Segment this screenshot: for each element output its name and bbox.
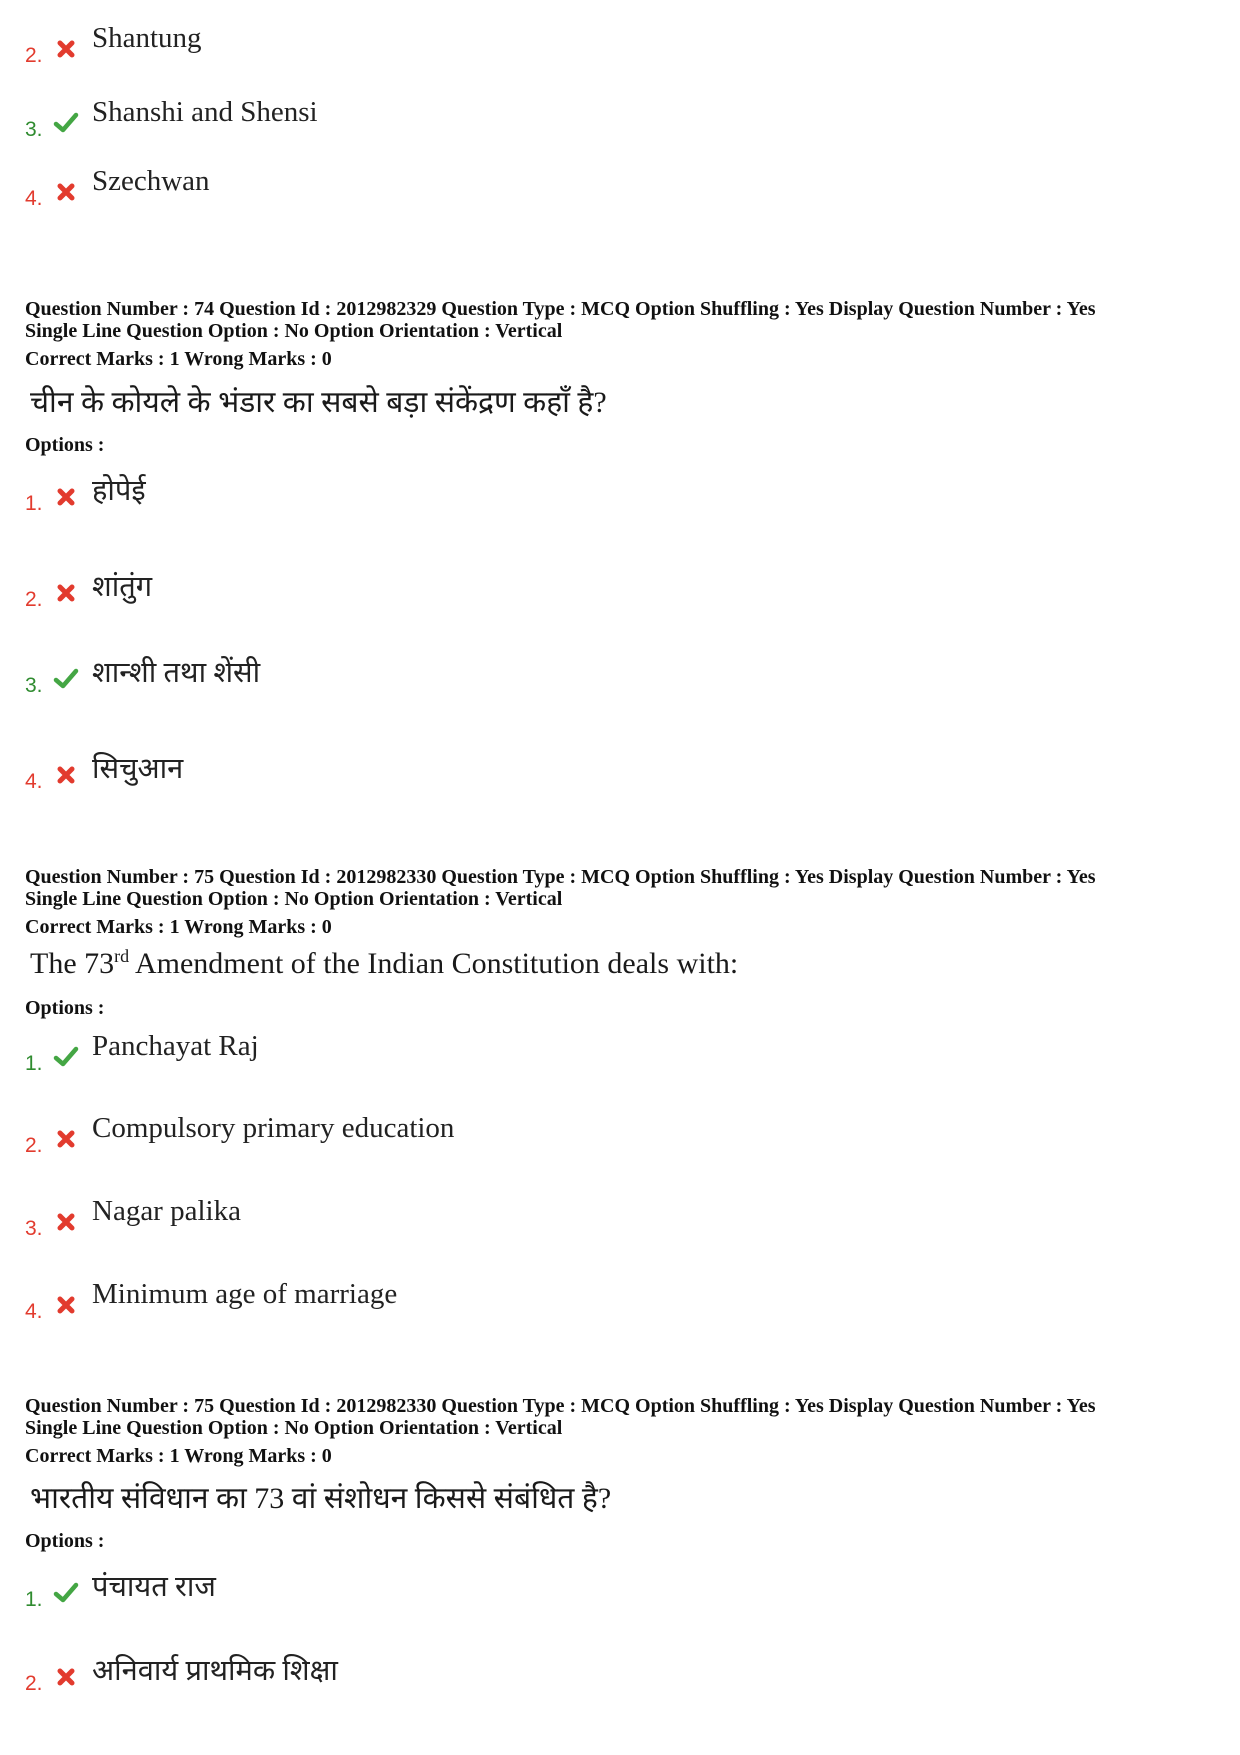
cross-icon (53, 36, 79, 62)
option-label: Szechwan (92, 165, 210, 197)
question-marks: Correct Marks : 1 Wrong Marks : 0 (25, 348, 332, 370)
cross-icon (53, 1126, 79, 1152)
option-number: 2. (25, 1672, 43, 1695)
options-heading: Options : (25, 1530, 105, 1552)
option-row (0, 1030, 900, 1090)
option-label: अनिवार्य प्राथमिक शिक्षा (92, 1655, 338, 1687)
option-row (0, 748, 900, 808)
option-label: पंचायत राज (92, 1571, 216, 1603)
options-heading: Options : (25, 997, 105, 1019)
question-meta: Question Number : 75 Question Id : 2012982330 Question Type : MCQ Option Shuffling : Yes Display Question Number : Yes (25, 1395, 1096, 1417)
option-number: 3. (25, 674, 43, 697)
option-label: Compulsory primary education (92, 1112, 455, 1144)
option-number: 3. (25, 1217, 43, 1240)
check-icon (53, 1580, 79, 1606)
option-row (0, 22, 900, 82)
option-label: Nagar palika (92, 1195, 241, 1227)
option-number: 4. (25, 1300, 43, 1323)
option-row (0, 652, 900, 712)
option-label: शान्शी तथा शेंसी (92, 657, 261, 689)
question-text: चीन के कोयले के भंडार का सबसे बड़ा संकेंद्रण कहाँ है? (30, 386, 607, 419)
question-text: भारतीय संविधान का 73 वां संशोधन किससे संबंधित है? (30, 1482, 612, 1515)
cross-icon (53, 1292, 79, 1318)
option-number: 4. (25, 187, 43, 210)
option-number: 3. (25, 118, 43, 141)
question-meta-line2: Single Line Question Option : No Option Orientation : Vertical (25, 888, 563, 910)
cross-icon (53, 484, 79, 510)
option-number: 4. (25, 770, 43, 793)
cross-icon (53, 1209, 79, 1235)
option-row (0, 165, 900, 225)
option-number: 1. (25, 1588, 43, 1611)
check-icon (53, 666, 79, 692)
option-number: 2. (25, 1134, 43, 1157)
cross-icon (53, 762, 79, 788)
question-meta: Question Number : 74 Question Id : 2012982329 Question Type : MCQ Option Shuffling : Yes Display Question Number : Yes (25, 298, 1096, 320)
option-label: होपेई (92, 475, 146, 507)
cross-icon (53, 179, 79, 205)
check-icon (53, 1044, 79, 1070)
option-row (0, 470, 900, 530)
question-text-part: The 73 (30, 947, 115, 980)
question-meta: Question Number : 75 Question Id : 2012982330 Question Type : MCQ Option Shuffling : Yes Display Question Number : Yes (25, 866, 1096, 888)
option-row (0, 1195, 900, 1255)
question-marks: Correct Marks : 1 Wrong Marks : 0 (25, 916, 332, 938)
question-text (30, 946, 738, 981)
option-label: Minimum age of marriage (92, 1278, 398, 1310)
check-icon (53, 110, 79, 136)
option-row (0, 96, 900, 156)
option-label: Shanshi and Shensi (92, 96, 318, 128)
option-label: सिचुआन (92, 753, 184, 785)
ordinal-suffix: rd (114, 946, 130, 966)
question-text-part: Amendment of the Indian Constitution deals with: (129, 947, 739, 980)
question-meta-line2: Single Line Question Option : No Option Orientation : Vertical (25, 1417, 563, 1439)
option-row (0, 1278, 900, 1338)
option-number: 2. (25, 588, 43, 611)
option-label: Shantung (92, 22, 202, 54)
option-row (0, 1650, 900, 1710)
option-label: शांतुंग (92, 571, 153, 603)
option-number: 1. (25, 1052, 43, 1075)
cross-icon (53, 580, 79, 606)
options-heading: Options : (25, 434, 105, 456)
question-meta-line2: Single Line Question Option : No Option Orientation : Vertical (25, 320, 563, 342)
option-row (0, 566, 900, 626)
question-marks: Correct Marks : 1 Wrong Marks : 0 (25, 1445, 332, 1467)
option-row (0, 1566, 900, 1626)
option-number: 2. (25, 44, 43, 67)
cross-icon (53, 1664, 79, 1690)
option-label: Panchayat Raj (92, 1030, 259, 1062)
option-number: 1. (25, 492, 43, 515)
option-row (0, 1112, 900, 1172)
